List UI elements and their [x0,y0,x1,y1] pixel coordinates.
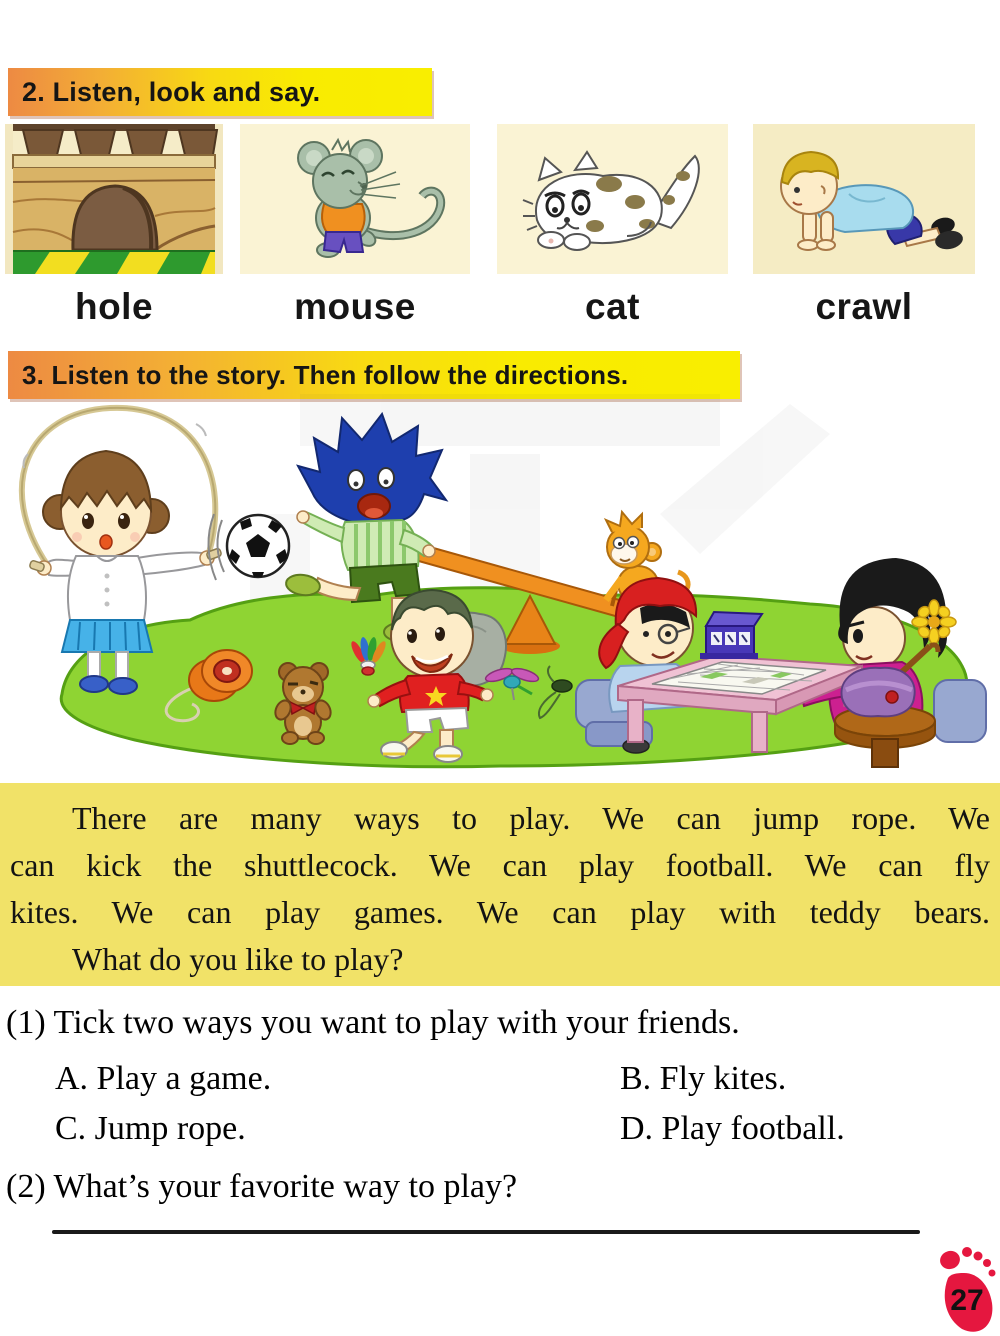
questions-block [0,1000,1000,1210]
story-text [0,783,1000,986]
soccer-ball [208,514,289,580]
question-2: (2) What’s your favorite way to play? [6,1168,518,1205]
section-3-header [8,351,740,399]
mouse-illustration [240,124,470,274]
section-2-title: 2. Listen, look and say. [22,76,321,107]
vocab-word-cat: cat [585,286,640,327]
right-chair [934,680,986,742]
option-b: B. Fly kites. [620,1060,787,1097]
story-line-1: There are many ways to play. We can jump rope. We [72,800,990,836]
story-line-3: kites. We can play games. We can play with teddy bears. [10,894,990,930]
vocab-word-hole: hole [74,286,154,327]
vocab-word-crawl: crawl [815,286,913,327]
page-number: 27 [950,1284,984,1317]
vocab-word-mouse: mouse [294,286,416,327]
answer-line [52,1230,920,1234]
option-c: C. Jump rope. [55,1110,246,1147]
question-1: (1) Tick two ways you want to play with your friends. [6,1004,740,1041]
playground-scene [0,394,1000,776]
page-number-footprint [936,1244,998,1336]
cat-illustration [497,124,728,274]
options-grid [0,1056,1000,1152]
story-line-2: can kick the shuttlecock. We can play football. We can fly [10,847,990,883]
picture-hole [5,124,223,274]
score-device [700,612,762,659]
picture-mouse [240,124,470,274]
story-line-4: What do you like to play? [72,941,404,977]
hole-illustration [5,124,223,274]
option-a: A. Play a game. [55,1060,272,1097]
section-3-title: 3. Listen to the story. Then follow the directions. [22,359,629,390]
picture-cat [497,124,728,274]
picture-crawl [753,124,975,274]
option-d: D. Play football. [620,1110,845,1147]
crawl-illustration [753,124,975,274]
section-2-header [8,68,432,116]
footprint-icon [936,1244,998,1336]
